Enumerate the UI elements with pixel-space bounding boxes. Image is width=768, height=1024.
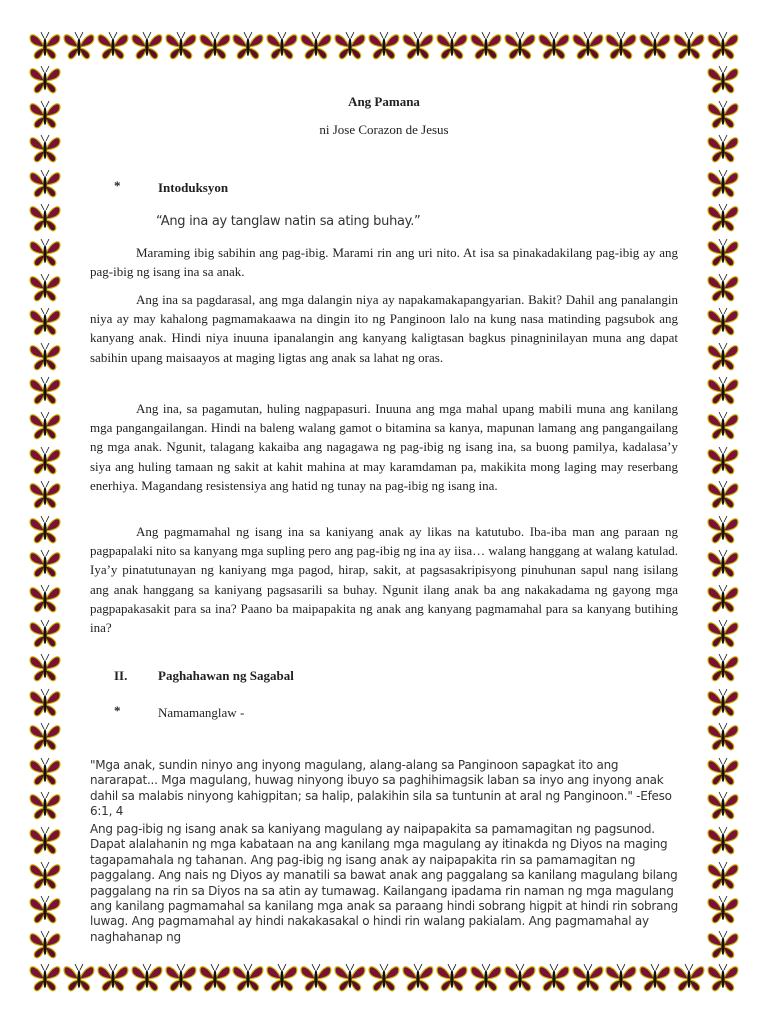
butterfly-icon [706,30,740,61]
butterfly-icon [164,30,198,61]
butterfly-icon [28,133,62,164]
butterfly-icon [265,962,299,993]
butterfly-icon [28,272,62,303]
butterfly-icon [706,962,740,993]
butterfly-icon [706,894,740,925]
butterfly-icon [469,962,503,993]
butterfly-icon [130,962,164,993]
butterfly-icon [299,30,333,61]
butterfly-icon [28,721,62,752]
paragraph-4: Ang pagmamahal ng isang ina sa kaniyang anak ay likas na katutubo. Iba-iba man ang paraan ng pagpapalaki nito sa kanyang mga supling pero ang pag-ibig ng ina ay iisa… walang hanggang at walang katulad. Iya’y pinatutunayan ng kaniyang mga pagod, hirap, sakit, at pagsasakripisyong pinuhunan sapul nang isilang ang anak hanggang sa kaniyang pagsasarili sa buhay. Ngunit ilang anak ba ang nakakadama ng gayong mga pagpapakasakit para sa ina? Paano ba maipapakita ng anak ang kanyang pagmamahal para sa kanyang butihing ina? [90,524,678,636]
butterfly-icon [28,756,62,787]
butterfly-icon [28,375,62,406]
bible-quote: "Mga anak, sundin ninyo ang inyong magulang, alang-alang sa Panginoon sapagkat ito ang nararapat... Mga magulang, huwag ninyong ibuyo sa paghihimagsik laban sa inyo ang inyong anak dahil sa malabis ninyong kahigpitan; sa halip, palakihin sila sa tuntunin at aral ng Panginoon." -Efeso 6:1, 4 [90,758,672,819]
butterfly-icon [638,30,672,61]
butterfly-icon [706,687,740,718]
butterfly-icon [62,30,96,61]
butterfly-icon [333,962,367,993]
butterfly-icon [672,962,706,993]
butterfly-icon [503,30,537,61]
butterfly-icon [62,962,96,993]
butterfly-icon [231,30,265,61]
butterfly-icon [706,168,740,199]
butterfly-icon [604,962,638,993]
butterfly-icon [401,962,435,993]
butterfly-icon [367,30,401,61]
butterfly-icon [28,306,62,337]
paragraph-2: Ang ina sa pagdarasal, ang mga dalangin niya ay napakamakapangyarian. Bakit? Dahil ang panalangin niya ay may kahalong pagmamakaawa na dingin ito ng Panginoon lalo na kung nasa matinding pagsubok ang kanyang anak. Hindi niya inuuna ipanalangin ang kanyang kaligtasan bagkus pinagninilayan muna ang dapat sabihin upang maisaayos at maging ligtas ang anak sa lahat ng oras. [90,292,678,365]
butterfly-icon [604,30,638,61]
butterfly-icon [299,962,333,993]
butterfly-icon [469,30,503,61]
closing-paragraph: Ang pag-ibig ng isang anak sa kaniyang magulang ay naipapakita sa pamamagitan ng pagsunod. Dapat alalahanin ng mga kabataan na ang kanilang mga magulang ay itinakda ng Diyos na maging tagapamahala ng tahanan. Ang pag-ibig ng isang anak ay naipapakita rin sa pamamagitan ng paggalang. Ang nais ng Diyos ay manatili sa bawat anak ang paggalang sa kanilang magulang bilang paggalang na rin sa Diyos na sa atin ay tumawag. Kailangang ipadama rin naman ng mga magulang ang kanilang pagmamahal sa kanilang mga anak sa paraang hindi sobrang higpit at hindi rin sobrang luwag. Ang pagmamahal ay hindi nakakasakal o hindi rin walang pakialam. Ang pagmamahal ay naghahanap ng [90,822,678,944]
butterfly-icon [28,64,62,95]
paragraph-1: Maraming ibig sabihin ang pag-ibig. Marami rin ang uri nito. At isa sa pinakadakilang pag-ibig ay ang pag-ibig ng isang ina sa anak. [90,245,678,280]
butterfly-border-right [706,64,740,960]
butterfly-icon [706,548,740,579]
butterfly-icon [28,479,62,510]
butterfly-icon [28,894,62,925]
butterfly-icon [672,30,706,61]
butterfly-icon [706,929,740,960]
butterfly-icon [706,514,740,545]
butterfly-icon [28,548,62,579]
butterfly-icon [706,652,740,683]
butterfly-icon [706,64,740,95]
butterfly-icon [265,30,299,61]
document-title: Ang Pamana [348,94,420,109]
butterfly-icon [706,272,740,303]
butterfly-icon [28,962,62,993]
butterfly-icon [706,410,740,441]
butterfly-icon [198,30,232,61]
butterfly-border-bottom [28,962,740,993]
butterfly-icon [333,30,367,61]
butterfly-icon [28,790,62,821]
document-author: ni Jose Corazon de Jesus [319,122,449,137]
paragraph-3: Ang ina, sa pagamutan, huling nagpapasuri. Inuuna ang mga mahal upang mabili muna ang kanilang mga pangangailangan. Hindi na baleng walang gamot o bitamina sa kanya, mapunan lamang ang pangangailang ng mga anak. Ngunit, talagang kakaiba ang nagagawa ng pag-ibig ng isang ina, sa buong pamilya, kadalasa’y siya ang huling tamaan ng sakit at kahit mahina at may karamdaman pa, makikita mong laging may reserbang enerhiya. Magandang resistensiya ang hatid ng tunay na pag-ibig ng isang ina. [90,401,678,493]
butterfly-icon [96,30,130,61]
butterfly-icon [28,929,62,960]
butterfly-icon [96,962,130,993]
butterfly-icon [28,168,62,199]
vocab-term: Namamanglaw - [158,705,245,720]
butterfly-icon [537,962,571,993]
butterfly-icon [28,687,62,718]
butterfly-icon [706,721,740,752]
butterfly-icon [28,514,62,545]
butterfly-icon [571,30,605,61]
butterfly-icon [367,962,401,993]
butterfly-icon [537,30,571,61]
butterfly-icon [706,479,740,510]
butterfly-icon [706,341,740,372]
section1-heading: Intoduksyon [158,180,229,195]
butterfly-icon [28,825,62,856]
butterfly-icon [28,30,62,61]
opening-quote: “Ang ina ay tanglaw natin sa ating buhay.” [156,214,421,229]
vocab-marker: * [114,703,121,718]
butterfly-icon [706,306,740,337]
butterfly-icon [706,756,740,787]
butterfly-icon [706,237,740,268]
section2-marker: II. [114,668,128,683]
butterfly-icon [28,618,62,649]
butterfly-border-top [28,30,740,61]
butterfly-icon [198,962,232,993]
section2-heading: Paghahawan ng Sagabal [158,668,294,683]
butterfly-icon [28,341,62,372]
butterfly-icon [28,202,62,233]
butterfly-icon [401,30,435,61]
butterfly-icon [706,583,740,614]
butterfly-icon [706,202,740,233]
butterfly-icon [164,962,198,993]
butterfly-icon [706,825,740,856]
butterfly-icon [706,618,740,649]
butterfly-icon [638,962,672,993]
butterfly-icon [28,410,62,441]
butterfly-icon [435,30,469,61]
butterfly-icon [706,790,740,821]
butterfly-icon [706,375,740,406]
section1-marker: * [114,178,121,193]
butterfly-icon [571,962,605,993]
butterfly-border-left [28,64,62,960]
butterfly-icon [435,962,469,993]
butterfly-icon [28,99,62,130]
butterfly-icon [706,860,740,891]
butterfly-icon [503,962,537,993]
butterfly-icon [130,30,164,61]
butterfly-icon [28,583,62,614]
butterfly-icon [706,445,740,476]
butterfly-icon [706,133,740,164]
butterfly-icon [28,652,62,683]
butterfly-icon [231,962,265,993]
butterfly-icon [28,445,62,476]
butterfly-icon [28,237,62,268]
butterfly-icon [28,860,62,891]
butterfly-icon [706,99,740,130]
